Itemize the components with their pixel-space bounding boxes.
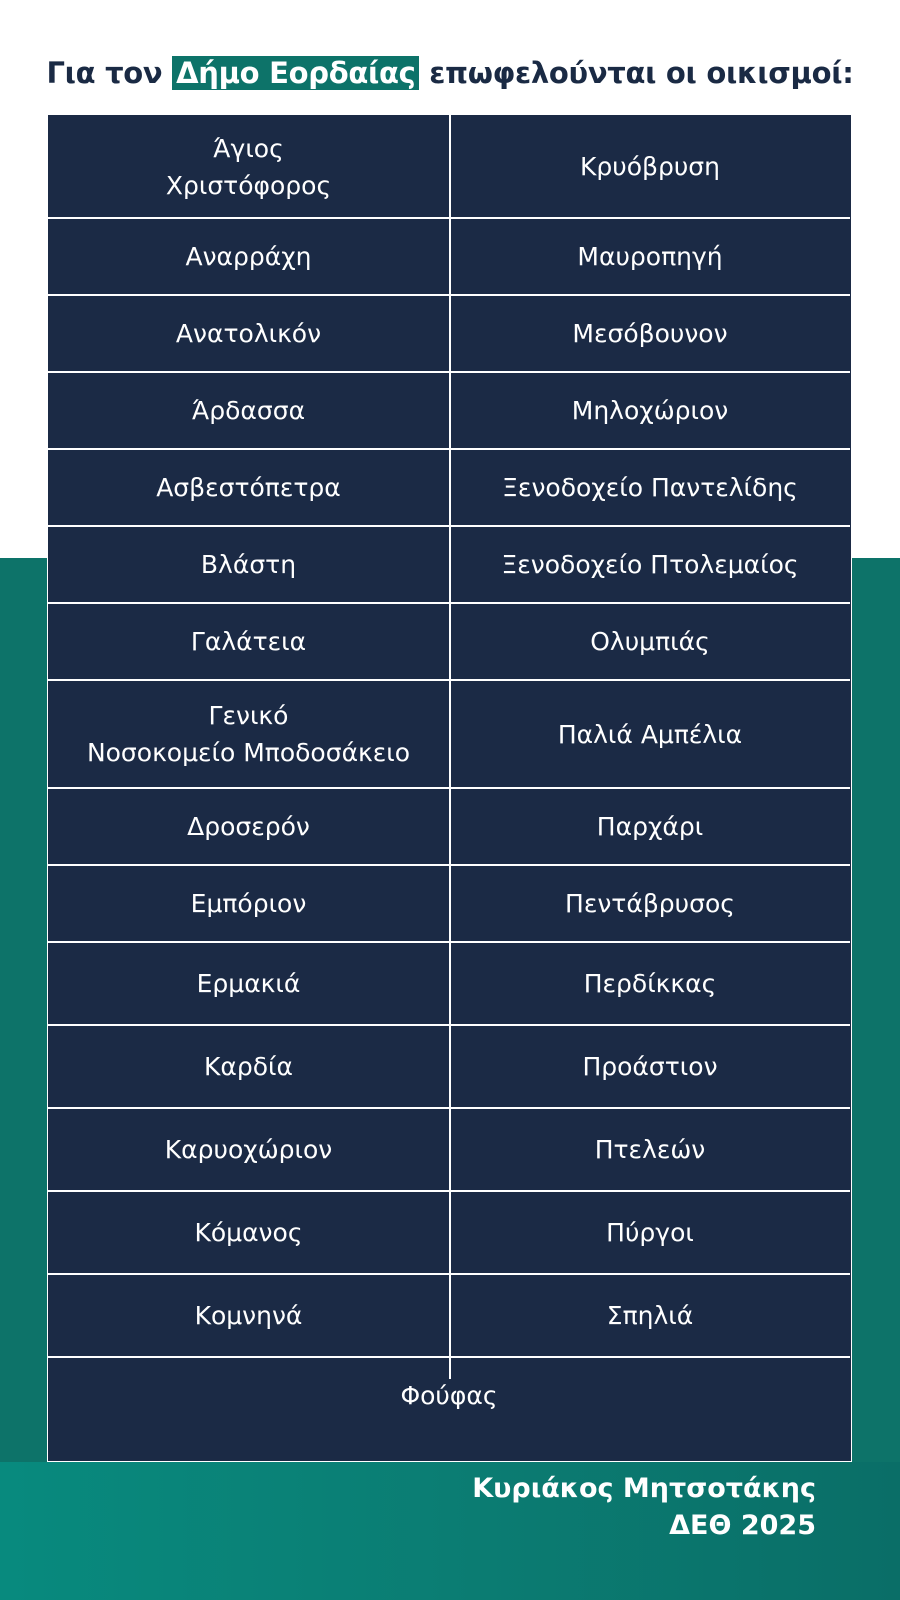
table-cell: Καρδία [204,1052,293,1081]
table-cell: Γενικό Νοσοκομείο Μποδοσάκειο [86,701,411,767]
table-cell: Βλάστη [200,550,297,579]
table-cell: Καρυοχώριον [164,1135,333,1164]
row-divider [48,525,850,527]
heading-prefix: Για τον [46,56,163,90]
row-divider [48,448,850,450]
table-cell: Μαυροπηγή [577,242,723,271]
table-cell: Κρυόβρυση [579,152,720,181]
row-divider [48,371,850,373]
row-divider [48,679,850,681]
page-heading [0,56,900,90]
table-cell: Προάστιον [582,1052,718,1081]
heading-highlight: Δήμο Εορδαίας [172,56,419,90]
signature [472,1470,816,1544]
row-divider [48,1107,850,1109]
table-cell: Ανατολικόν [175,319,322,348]
heading-suffix: επωφελούνται οι οικισμοί: [429,56,854,90]
row-divider [48,1273,850,1275]
table-cell: Περδίκκας [583,969,717,998]
table-cell: Κόμανος [194,1218,303,1247]
row-divider [48,787,850,789]
table-cell: Ολυμπιάς [590,627,710,656]
row-divider [48,864,850,866]
table-cell: Μηλοχώριον [571,396,729,425]
table-cell: Εμπόριον [190,889,307,918]
signature-name: Κυριάκος Μητσοτάκης [472,1473,816,1504]
row-divider [48,1190,850,1192]
table-cell: Παλιά Αμπέλια [557,719,743,749]
table-cell: Πύργοι [606,1218,694,1247]
signature-event: ΔΕΘ 2025 [669,1510,816,1541]
table-cell-full-width: Φούφας [400,1380,498,1410]
table-cell: Παρχάρι [596,812,704,841]
table-cell: Άγιος Χριστόφορος [165,133,332,200]
table-cell: Πτελεών [594,1135,706,1164]
table-cell: Δροσερόν [187,812,310,841]
table-cell: Αναρράχη [185,242,312,271]
row-divider [48,1356,850,1358]
table-cell: Πεντάβρυσος [565,889,735,918]
table-cell: Άρδασσα [191,396,306,425]
row-divider [48,294,850,296]
row-divider [48,602,850,604]
table-cell: Ερμακιά [196,969,301,998]
table-cell: Ασβεστόπετρα [156,473,341,502]
row-divider [48,217,850,219]
table-cell: Σπηλιά [606,1301,694,1330]
table-cell: Κομνηνά [194,1301,303,1330]
table-cell: Ξενοδοχείο Πτολεμαίος [501,550,799,579]
row-divider [48,941,850,943]
settlements-table [47,114,852,1462]
table-cell: Ξενοδοχείο Παντελίδης [502,473,798,502]
row-divider [48,1024,850,1026]
table-cell: Μεσόβουνον [572,319,728,348]
table-cell: Γαλάτεια [190,627,307,656]
